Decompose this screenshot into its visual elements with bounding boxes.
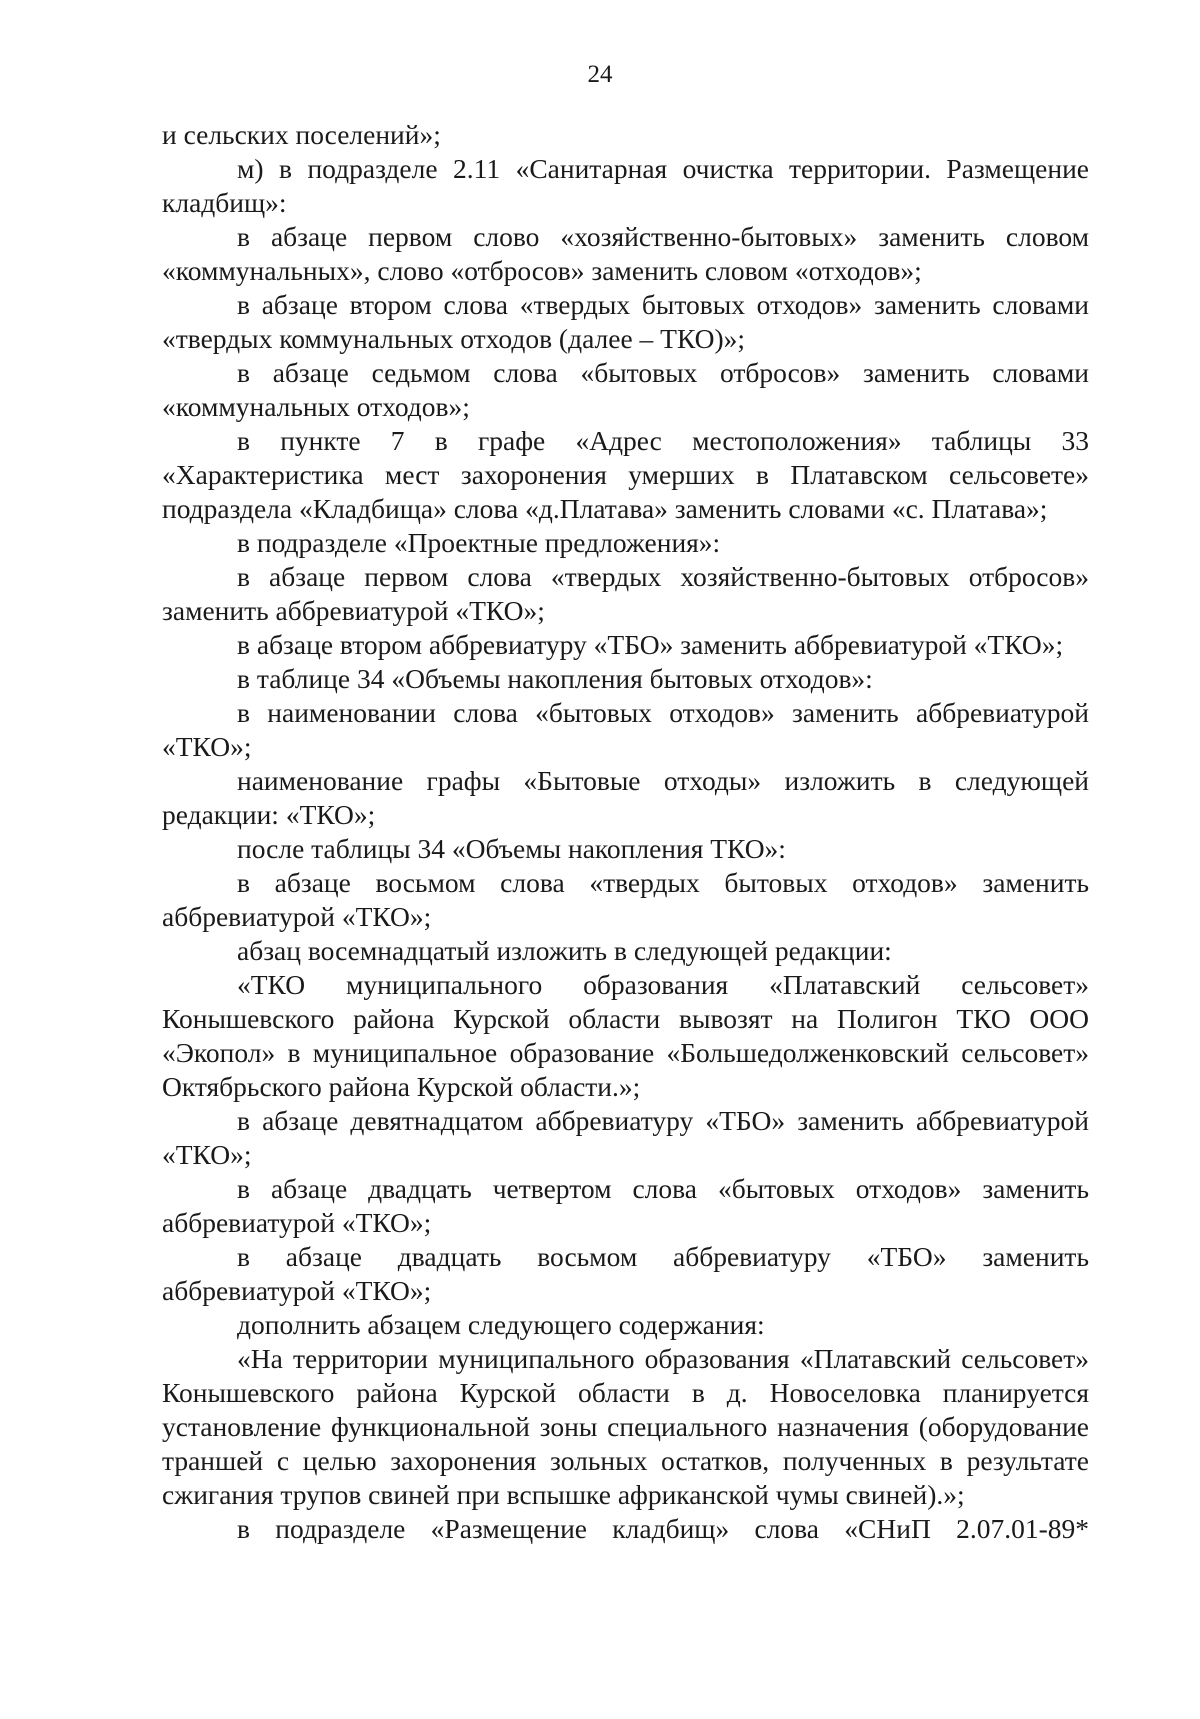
- paragraph: м) в подразделе 2.11 «Санитарная очистка территории. Размещение кладбищ»:: [162, 153, 1089, 218]
- paragraph: в подразделе «Проектные предложения»:: [237, 527, 721, 558]
- paragraph: в таблице 34 «Объемы накопления бытовых отходов»:: [237, 663, 873, 694]
- paragraph: в пункте 7 в графе «Адрес местоположения» таблицы 33 «Характеристика мест захоронения умерших в Платавском сельсовете» подраздела «Кладбища» слова «д.Платава» заменить словами «с. Платава»;: [162, 425, 1089, 524]
- paragraph: в абзаце первом слово «хозяйственно-бытовых» заменить словом «коммунальных», слово «отбросов» заменить словом «отходов»;: [162, 221, 1089, 286]
- paragraph: в абзаце восьмом слова «твердых бытовых отходов» заменить аббревиатурой «ТКО»;: [162, 867, 1089, 932]
- paragraph: в абзаце втором аббревиатуру «ТБО» заменить аббревиатурой «ТКО»;: [237, 629, 1064, 660]
- document-body: [162, 118, 1089, 1546]
- page-number: 24: [587, 61, 613, 88]
- paragraph: и сельских поселений»;: [162, 119, 441, 150]
- paragraph: после таблицы 34 «Объемы накопления ТКО»:: [237, 833, 786, 864]
- paragraph: «ТКО муниципального образования «Платавский сельсовет» Конышевского района Курской области вывозят на Полигон ТКО ООО «Экопол» в муниципальное образование «Большедолженковский сельсовет» Октябрьского района Курской области.»;: [162, 969, 1089, 1102]
- paragraph: в подразделе «Размещение кладбищ» слова «СНиП 2.07.01-89*: [237, 1513, 1089, 1544]
- paragraph: в абзаце двадцать восьмом аббревиатуру «ТБО» заменить аббревиатурой «ТКО»;: [162, 1241, 1089, 1306]
- paragraph: «На территории муниципального образования «Платавский сельсовет» Конышевского района Курской области в д. Новоселовка планируется установление функциональной зоны специального назначения (оборудование траншей с целью захоронения зольных остатков, полученных в результате сжигания трупов свиней при вспышке африканской чумы свиней).»;: [162, 1343, 1089, 1510]
- paragraph: наименование графы «Бытовые отходы» изложить в следующей редакции: «ТКО»;: [162, 765, 1089, 830]
- paragraph: дополнить абзацем следующего содержания:: [237, 1309, 765, 1340]
- paragraph: в абзаце седьмом слова «бытовых отбросов» заменить словами «коммунальных отходов»;: [162, 357, 1089, 422]
- paragraph: в наименовании слова «бытовых отходов» заменить аббревиатурой «ТКО»;: [162, 697, 1089, 762]
- paragraph: абзац восемнадцатый изложить в следующей редакции:: [237, 935, 892, 966]
- paragraph: в абзаце девятнадцатом аббревиатуру «ТБО» заменить аббревиатурой «ТКО»;: [162, 1105, 1089, 1170]
- paragraph: в абзаце втором слова «твердых бытовых отходов» заменить словами «твердых коммунальных отходов (далее – ТКО)»;: [162, 289, 1089, 354]
- paragraph: в абзаце первом слова «твердых хозяйственно-бытовых отбросов» заменить аббревиатурой «ТКО»;: [162, 561, 1089, 626]
- paragraph: в абзаце двадцать четвертом слова «бытовых отходов» заменить аббревиатурой «ТКО»;: [162, 1173, 1089, 1238]
